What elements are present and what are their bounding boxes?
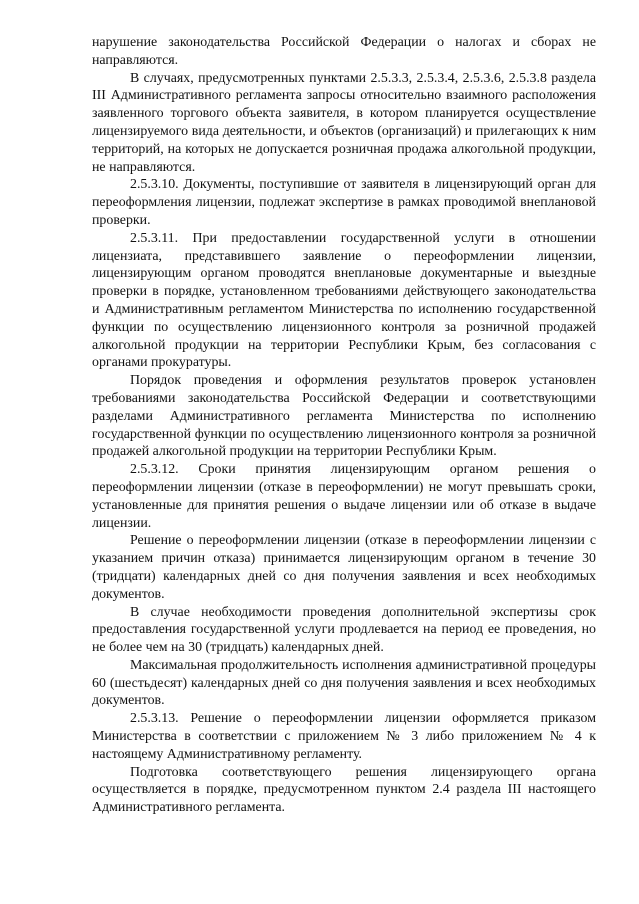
paragraph: Решение о переоформлении лицензии (отказе в переоформлении лицензии с указанием причин отказа) принимается лицензирующим органом в течение 30 (тридцати) календарных дней со дня получения заявления и всех необходимых документов. [92, 533, 596, 602]
paragraph: 2.5.3.10. Документы, поступившие от заявителя в лицензирующий орган для переоформления лицензии, подлежат экспертизе в рамках проводимой внеплановой проверки. [92, 177, 596, 228]
paragraph: Порядок проведения и оформления результатов проверок установлен требованиями законодательства Российской Федерации и соответствующими разделами Административного регламента Министерства по исполнению государственной функции по осуществлению лицензионного контроля за розничной продажей алкогольной продукции на территории Республики Крым. [92, 373, 596, 460]
document-page [92, 34, 596, 817]
paragraph: Максимальная продолжительность исполнения административной процедуры 60 (шестьдесят) календарных дней со дня получения заявления и всех необходимых документов. [92, 657, 596, 709]
paragraph: В случаях, предусмотренных пунктами 2.5.3.3, 2.5.3.4, 2.5.3.6, 2.5.3.8 раздела III Административного регламента запросы относительно взаимного расположения заявленного торгового объекта заявителя, в котором планируется осуществление лицензируемого вида деятельности, и объектов (организаций) и прилегающих к ним территорий, на которых не допускается розничная продажа алкогольной продукции, не направляются. [92, 70, 596, 175]
paragraph: 2.5.3.13. Решение о переоформлении лицензии оформляется приказом Министерства в соответствии с приложением № 3 либо приложением № 4 к настоящему Административному регламенту. [92, 711, 596, 762]
paragraph: В случае необходимости проведения дополнительной экспертизы срок предоставления государственной услуги продлевается на период ее проведения, но не более чем на 30 (тридцать) календарных дней. [92, 604, 596, 656]
paragraph: нарушение законодательства Российской Федерации о налогах и сборах не направляются. [92, 35, 596, 68]
paragraph: 2.5.3.12. Сроки принятия лицензирующим органом решения о переоформлении лицензии (отказе в переоформлении) не могут превышать сроки, установленные для принятия решения о выдаче лицензии или об отказе в выдаче лицензии. [92, 462, 596, 531]
paragraph: 2.5.3.11. При предоставлении государственной услуги в отношении лицензиата, представившего заявление о переоформлении лицензии, лицензирующим органом проводятся внеплановые документарные и выездные проверки в порядке, установленном требованиями действующего законодательства и Административным регламентом Министерства по исполнению государственной функции по осуществлению лицензионного контроля за розничной продажей алкогольной продукции на территории Республики Крым, без согласования с органами прокуратуры. [92, 230, 596, 371]
paragraph: Подготовка соответствующего решения лицензирующего органа осуществляется в порядке, предусмотренном пунктом 2.4 раздела III настоящего Административного регламента. [92, 764, 596, 816]
